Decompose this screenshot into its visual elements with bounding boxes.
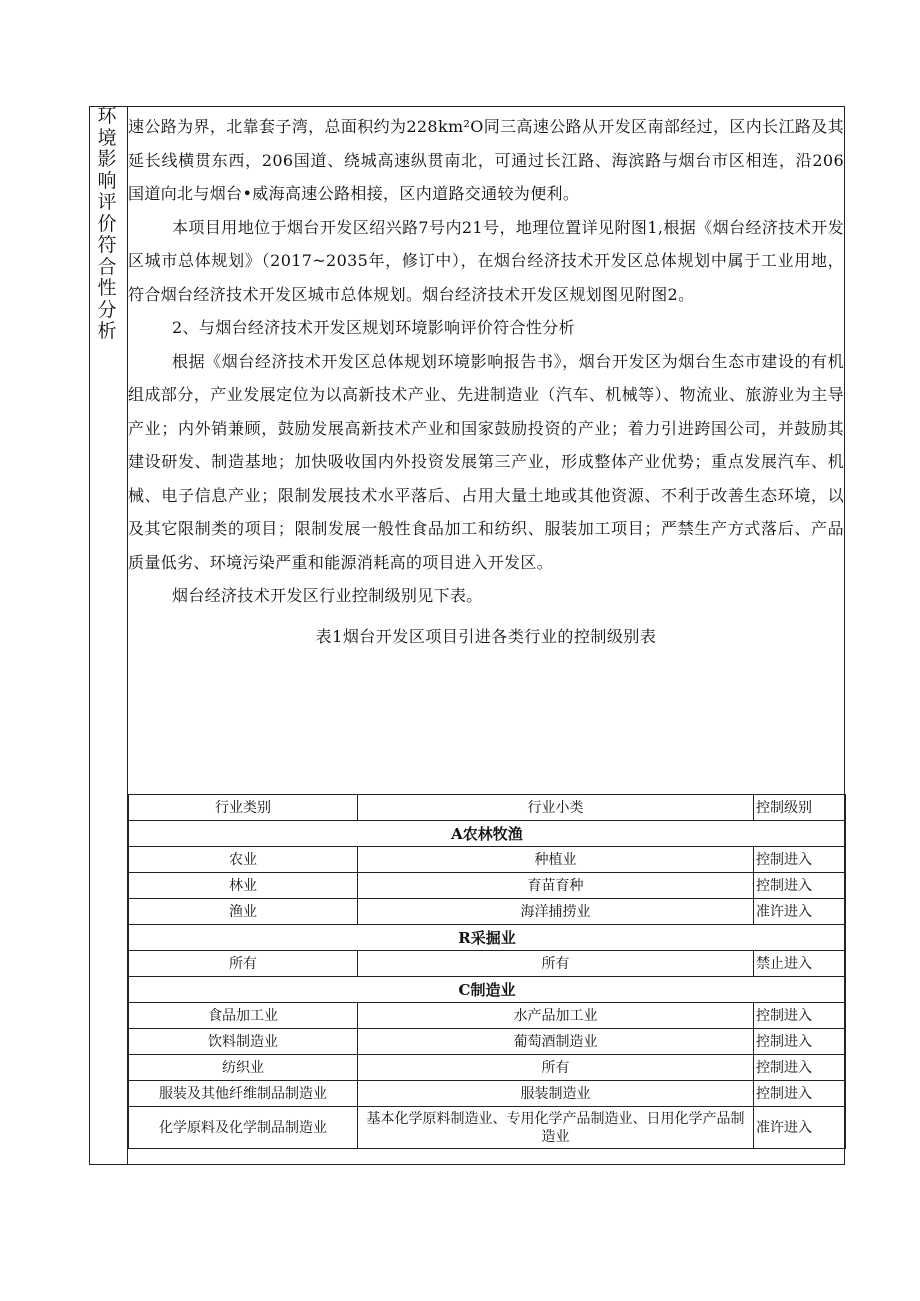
cell-category: 纺织业: [129, 1055, 358, 1081]
side-label-char: 符: [97, 234, 117, 256]
paragraph-eia: 根据《烟台经济技术开发区总体规划环境影响报告书》，烟台开发区为烟台生态市建设的有机组成部分，产业发展定位为以高新技术产业、先进制造业（汽车、机械等）、物流业、旅游业为主导产业；内外销兼顾，鼓励发展高新技术产业和国家鼓励投资的产业；着力引进跨国公司，并鼓励其建设研发、制造基地；加快吸收国内外投资发展第三产业，形成整体产业优势；重点发展汽车、机械、电子信息产业；限制发展技术水平落后、占用大量土地或其他资源、不利于改善生态环境，以及其它限制类的项目；限制发展一般性食品加工和纺织、服装加工项目；严禁生产方式落后、产品质量低劣、环境污染严重和能源消耗高的项目进入开发区。: [128, 351, 844, 572]
table-row: [129, 1055, 846, 1081]
side-label-char: 环: [97, 105, 117, 127]
cell-level: 控制进入: [754, 1055, 846, 1081]
table-row: [129, 1081, 846, 1107]
side-label-char: 分: [97, 298, 117, 321]
table-header-row: [129, 795, 846, 821]
cell-level: 准许进入: [754, 1107, 846, 1149]
section-row: [129, 977, 846, 1003]
paragraph-table-intro: 烟台经济技术开发区行业控制级别见下表。: [172, 586, 483, 605]
header-subcategory: 行业小类: [358, 795, 754, 821]
table-row: [129, 951, 846, 977]
cell-subcategory: 所有: [358, 1055, 754, 1081]
side-label-char: 评: [97, 191, 117, 213]
cell-category: 所有: [129, 951, 358, 977]
side-label-char: 响: [97, 169, 117, 192]
section-title: R采掘业: [129, 925, 846, 951]
cell-subcategory: 水产品加工业: [358, 1003, 754, 1029]
cell-level: 控制进入: [754, 847, 846, 873]
side-label-char: 析: [97, 320, 117, 342]
cell-subcategory: 服装制造业: [358, 1081, 754, 1107]
section-row: [129, 925, 846, 951]
cell-level: 控制进入: [754, 1029, 846, 1055]
header-level: 控制级别: [754, 795, 846, 821]
table-row: [129, 899, 846, 925]
cell-level: 控制进入: [754, 873, 846, 899]
table-caption: 表1烟台开发区项目引进各类行业的控制级别表: [315, 626, 657, 646]
body-text: [128, 110, 844, 649]
side-label-char: 影: [97, 148, 117, 170]
section-heading: 2、与烟台经济技术开发区规划环境影响评价符合性分析: [172, 318, 575, 337]
cell-subcategory: 葡萄酒制造业: [358, 1029, 754, 1055]
cell-category: 服装及其他纤维制品制造业: [129, 1081, 358, 1107]
table-row: [129, 1029, 846, 1055]
table-row: [129, 847, 846, 873]
cell-level: 准许进入: [754, 899, 846, 925]
section-row: [129, 821, 846, 847]
side-label-char: 价: [97, 212, 117, 235]
cell-level: 控制进入: [754, 1003, 846, 1029]
paragraph-site: 本项目用地位于烟台开发区绍兴路7号内21号，地理位置详见附图1,根据《烟台经济技术开发区城市总体规划》（2017~2035年，修订中），在烟台经济技术开发区总体规划中属于工业用地，符合烟台经济技术开发区城市总体规划。烟台经济技术开发区规划图见附图2。: [128, 217, 844, 304]
cell-category: 饮料制造业: [129, 1029, 358, 1055]
section-title: A农林牧渔: [129, 821, 846, 847]
table-row: [129, 873, 846, 899]
header-category: 行业类别: [129, 795, 358, 821]
cell-subcategory: 基本化学原料制造业、专用化学产品制造业、日用化学产品制造业: [358, 1107, 754, 1149]
side-label-char: 合: [97, 255, 117, 278]
table-row: [129, 1107, 846, 1149]
cell-category: 渔业: [129, 899, 358, 925]
cell-subcategory: 种植业: [358, 847, 754, 873]
table-row: [129, 1003, 846, 1029]
cell-category: 化学原料及化学制品制造业: [129, 1107, 358, 1149]
side-label-char: 境: [97, 126, 117, 149]
cell-subcategory: 育苗育种: [358, 873, 754, 899]
cell-category: 农业: [129, 847, 358, 873]
cell-level: 控制进入: [754, 1081, 846, 1107]
cell-subcategory: 所有: [358, 951, 754, 977]
side-label-char: 性: [97, 277, 117, 299]
paragraph-location: 速公路为界，北靠套子湾，总面积约为228km²O同三高速公路从开发区南部经过，区内长江路及其延长线横贯东西，206国道、绕城高速纵贯南北，可通过长江路、海滨路与烟台市区相连，沿206国道向北与烟台•威海高速公路相接，区内道路交通较为便利。: [128, 117, 844, 203]
cell-category: 食品加工业: [129, 1003, 358, 1029]
section-title: C制造业: [129, 977, 846, 1003]
cell-category: 林业: [129, 873, 358, 899]
side-label: [92, 106, 122, 343]
industry-control-table: [128, 794, 846, 1149]
cell-subcategory: 海洋捕捞业: [358, 899, 754, 925]
cell-level: 禁止进入: [754, 951, 846, 977]
